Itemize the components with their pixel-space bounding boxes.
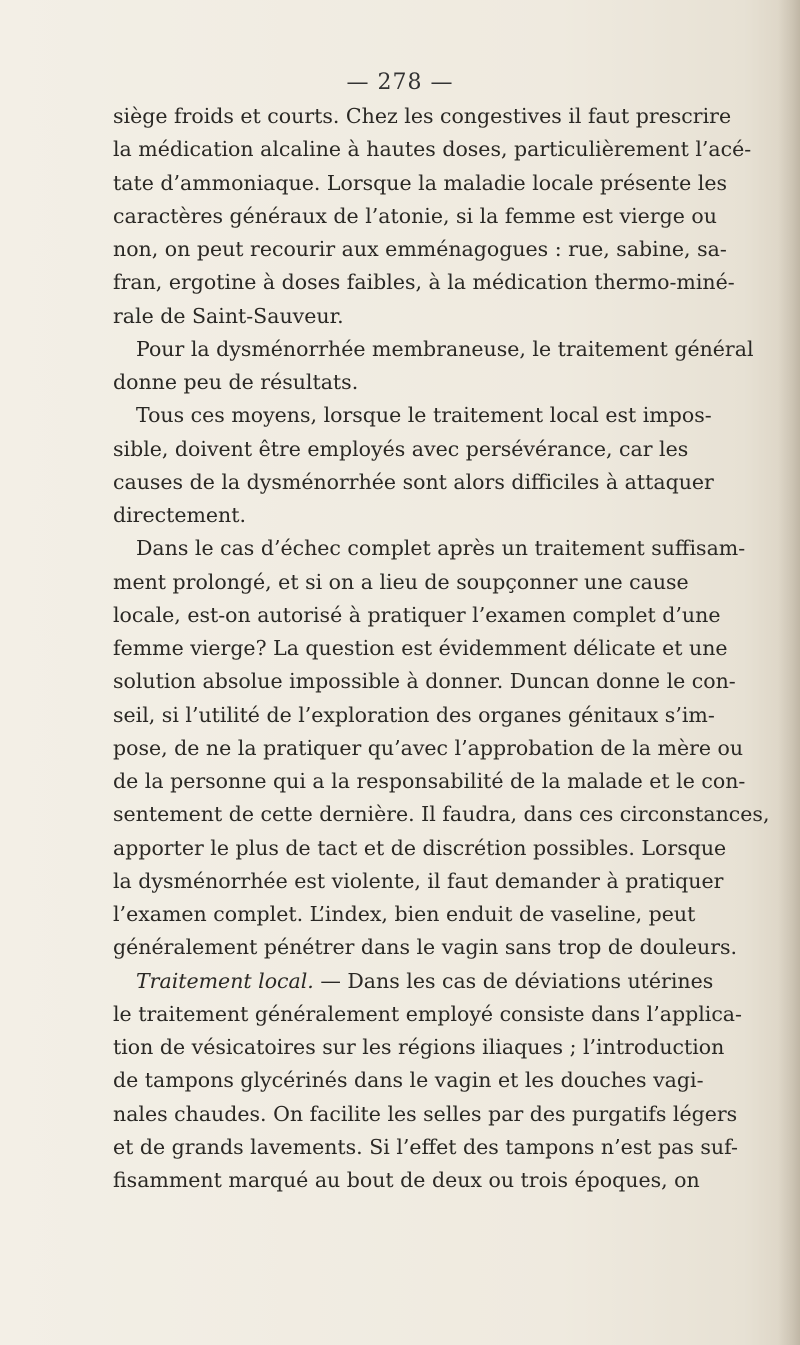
text-line: fran, ergotine à doses faibles, à la médication thermo-miné- <box>113 270 735 295</box>
text-line: pose, de ne la pratiquer qu’avec l’approbation de la mère ou <box>113 735 744 760</box>
section-heading-traitement-local: Traitement local. <box>136 968 314 993</box>
text-line: nales chaudes. On facilite les selles par des purgatifs légers <box>113 1101 738 1126</box>
text-line: le traitement généralement employé consiste dans l’applica- <box>113 1001 742 1026</box>
text-line: Tous ces moyens, lorsque le traitement local est impos- <box>136 403 712 428</box>
paragraph <box>113 100 789 333</box>
text-line: la médication alcaline à hautes doses, particulièrement l’acé- <box>113 137 752 162</box>
text-run: — Dans les cas de déviations utérines <box>313 968 714 993</box>
text-line: apporter le plus de tact et de discrétion possibles. Lorsque <box>113 835 727 860</box>
text-line: de tampons glycérinés dans le vagin et les douches vagi- <box>113 1068 704 1093</box>
text-line: donne peu de résultats. <box>113 370 359 394</box>
page-number-header: — 278 — <box>346 70 454 95</box>
text-line: solution absolue impossible à donner. Duncan donne le con- <box>113 669 736 694</box>
text-line: généralement pénétrer dans le vagin sans trop de douleurs. <box>113 935 738 960</box>
text-line: et de grands lavements. Si l’effet des tampons n’est pas suf- <box>113 1134 738 1159</box>
text-line: caractères généraux de l’atonie, si la femme est vierge ou <box>113 203 717 228</box>
text-line: rale de Saint-Sauveur. <box>113 303 344 328</box>
text-line: Dans le cas d’échec complet après un traitement suffisam- <box>136 536 746 561</box>
text-line: sible, doivent être employés avec persévérance, car les <box>113 436 689 461</box>
text-line: de la personne qui a la responsabilité de la malade et le con- <box>113 769 746 793</box>
paragraph <box>113 965 789 1198</box>
text-line: causes de la dysménorrhée sont alors difficiles à attaquer <box>113 469 714 494</box>
text-line: femme vierge? La question est évidemment délicate et une <box>113 636 728 660</box>
text-line: ment prolongé, et si on a lieu de soupçonner une cause <box>113 569 689 594</box>
body-text <box>113 100 789 1197</box>
text-line: Pour la dysménorrhée membraneuse, le traitement général <box>136 336 754 361</box>
text-line: sentement de cette dernière. Il faudra, dans ces circonstances, <box>113 802 770 827</box>
text-line: non, on peut recourir aux emménagogues : rue, sabine, sa- <box>113 237 727 261</box>
text-line: directement. <box>113 503 246 527</box>
paragraph <box>113 399 789 532</box>
paragraph <box>113 532 789 964</box>
text-line: la dysménorrhée est violente, il faut demander à pratiquer <box>113 868 724 893</box>
text-line: l’examen complet. L’index, bien enduit de vaseline, peut <box>113 902 696 926</box>
text-line: locale, est-on autorisé à pratiquer l’examen complet d’une <box>113 602 721 627</box>
text-line: tion de vésicatoires sur les régions iliaques ; l’introduction <box>113 1035 725 1059</box>
text-line: siège froids et courts. Chez les congestives il faut prescrire <box>113 104 732 128</box>
text-line: fisamment marqué au bout de deux ou trois époques, on <box>113 1168 700 1192</box>
paragraph <box>113 333 789 400</box>
text-line: tate d’ammoniaque. Lorsque la maladie locale présente les <box>113 170 728 195</box>
text-line <box>113 965 789 998</box>
text-line: seil, si l’utilité de l’exploration des organes génitaux s’im- <box>113 702 715 727</box>
